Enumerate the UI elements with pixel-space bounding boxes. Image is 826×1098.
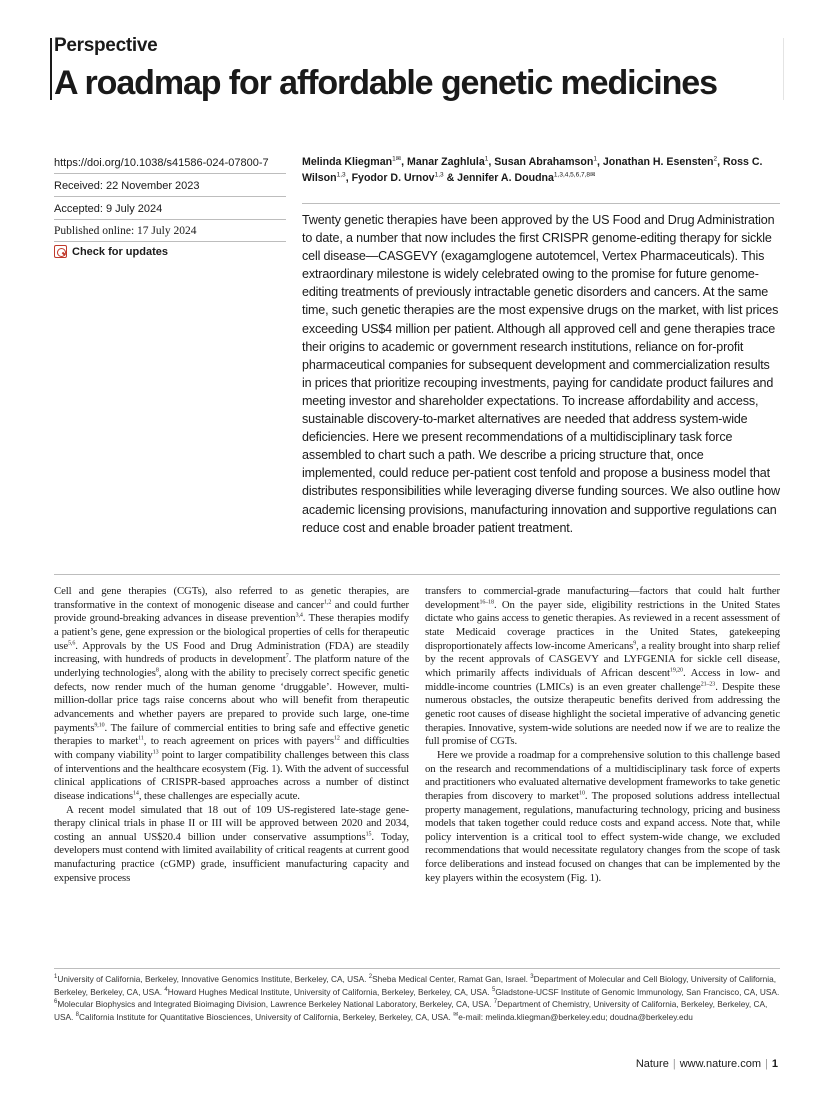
author-affiliation-marker: 1	[484, 155, 489, 163]
body-column-left	[54, 585, 409, 885]
author-name: Jonathan H. Esensten	[602, 156, 714, 168]
footnote-divider	[54, 968, 780, 969]
abstract: Twenty genetic therapies have been approved by the US Food and Drug Administration to date, a number that now includes the first CRISPR genome-editing therapy for sickle cell disease—CASGEVY (exagamglogene autotemcel, Vertex Pharmaceuticals). This extraordinary milestone is widely celebrated owing to the promise for future genome-editing treatments of previously intractable genetic disorders and cancers. At the same time, such genetic therapies are the most expensive drugs on the market, with list prices exceeding US$4 million per patient. Although all approved cell and gene therapies trace their origins to academic or government research institutions, reliance on for-profit pharmaceutical companies for subsequent development and commercialization results in prices that prioritize recouping investments, paying for candidate product failures and meeting investor and shareholder expectations. To increase affordability and access, sustainable discovery-to-market alternatives are needed that address system-wide deficiencies. Here we present recommendations of a multidisciplinary task force assembled to chart such a path. We describe a pricing structure that, once implemented, could reduce per-patient cost tenfold and propose a business model that distributes responsibilities while leveraging diverse funding sources. We also outline how academic licensing provisions, manufacturing innovation and supportive regulations can reduce cost and enable broader patient treatment.	[302, 213, 780, 535]
author-name: Susan Abrahamson	[494, 156, 594, 168]
author-list: Melinda Kliegman$^{1✉}$, Manar Zaghlula$^1$, Susan Abrahamson$^1$, Jonathan H. Esensten$^2$, Ross C. Wilson$^{1,3}$, Fyodor D. Urnov$^{1,3}$ & Jennifer A. Doudna$^{1,3,4,5,6,7,8✉}$	[302, 155, 763, 184]
citation-superscript: 12	[333, 735, 340, 742]
body-paragraph: Cell and gene therapies (CGTs), also referred to as genetic therapies, are transformative in the context of monogenic disease and cancer$^{1,2}$ and could further provide ground-breaking advances in disease prevention$^{3,4}$. These therapies modify a patient’s gene, gene expression or the biological properties of cells for therapeutic use$^{5,6}$. Approvals by the US Food and Drug Administration (FDA) are steadily increasing, with hundreds of products in development$^7$. The platform nature of the underlying technologies$^8$, along with the ability to precisely correct specific genetic defects, now render much of the human genome ‘druggable’. However, multi-million-dollar price tags raise concerns about who will benefit from therapeutic advancements and whether payers are prepared to provide such large, one-time payments$^{9,10}$. The failure of commercial entities to bring safe and effective genetic therapies to market$^{11}$, to reach agreement on prices with payers$^{12}$ and difficulties with company viability$^{13}$ point to larger compatibility challenges between this class of interventions and the healthcare ecosystem (Fig. 1). With the advent of successful clinical applications of CRISPR-based approaches across a number of distinct disease indications$^{14}$, these challenges are especially acute.	[54, 585, 410, 802]
check-updates-icon	[54, 245, 67, 258]
citation-superscript: 19,20	[669, 667, 683, 674]
body-paragraph: A recent model simulated that 18 out of 109 US-registered late-stage gene-therapy clinical trials in phase II or III will be approved between 2020 and 2034, costing an annual US$20.4 billion under conservative assumptions$^{15}$. Today, developers must contend with limited availability of critical reagents at current good manufacturing practice (cGMP) grade, insufficient manufacturing capacity and expensive process	[54, 803, 409, 884]
author-affiliation-marker: 1	[593, 155, 597, 163]
body-column-right	[425, 585, 780, 885]
author-affiliation-marker: 1✉	[392, 155, 402, 163]
check-for-updates-button[interactable]	[54, 245, 168, 258]
author-name: Ross C. Wilson	[302, 156, 763, 184]
citation-superscript: 14	[133, 790, 139, 797]
citation-superscript: 1,2	[324, 599, 332, 606]
author-affiliation-marker: 1,3	[336, 171, 346, 179]
journal-url[interactable]: www.nature.com	[679, 1058, 762, 1070]
citation-superscript: 10	[579, 790, 585, 797]
header-divider	[783, 38, 784, 100]
affiliation-marker: 3	[530, 974, 534, 981]
meta-divider	[54, 219, 286, 220]
affiliation-marker: 4	[164, 986, 168, 993]
citation-superscript: 16–18	[479, 599, 494, 606]
affiliation-marker: ✉	[453, 1012, 459, 1019]
received-date: Received: 22 November 2023	[54, 180, 200, 192]
article-title: A roadmap for affordable genetic medicines	[54, 64, 717, 102]
doi-link[interactable]: https://doi.org/10.1038/s41586-024-07800-7	[54, 157, 269, 169]
citation-superscript: 5,6	[68, 640, 76, 647]
published-date: Published online: 17 July 2024	[54, 225, 197, 237]
meta-divider	[54, 196, 286, 197]
affiliation-marker: 5	[492, 986, 496, 993]
citation-superscript: 8	[155, 667, 159, 674]
author-name: Fyodor D. Urnov	[351, 172, 435, 184]
meta-divider	[54, 173, 286, 174]
citation-superscript: 13	[152, 749, 159, 756]
author-name: Manar Zaghlula	[407, 156, 485, 168]
section-label: Perspective	[54, 35, 158, 56]
citation-superscript: 11	[138, 735, 144, 742]
header-accent-rule	[50, 38, 52, 100]
page-footer: Nature | www.nature.com | 1	[635, 1058, 778, 1070]
citation-superscript: 9	[633, 640, 637, 647]
affiliation-marker: 7	[493, 999, 498, 1006]
body-divider	[54, 574, 780, 575]
meta-divider	[54, 241, 286, 242]
affiliation-marker: 1	[54, 974, 58, 981]
affiliations-footnote: $^1$University of California, Berkeley, Innovative Genomics Institute, Berkeley, CA, USA. $^2$Sheba Medical Center, Ramat Gan, Israel. $^3$Department of Molecular and Cell Biology, University of California, Berkeley, Berkeley, CA, USA. $^4$Howard Hughes Medical Institute, University of California, Berkeley, Berkeley, CA, USA. $^5$Gladstone-UCSF Institute of Genomic Immunology, San Francisco, CA, USA. $^6$Molecular Biophysics and Integrated Bioimaging Division, Lawrence Berkeley National Laboratory, Berkeley, CA, USA. $^7$Department of Chemistry, University of California, Berkeley, Berkeley, CA, USA. $^8$California Institute for Quantitative Biosciences, University of California, Berkeley, Berkeley, CA, USA. ✉e-mail: melinda.kliegman@berkeley.edu; doudna@berkeley.edu	[54, 974, 780, 1022]
journal-name: Nature	[635, 1058, 669, 1070]
citation-superscript: 21–23	[700, 681, 716, 688]
check-updates-label: Check for updates	[72, 245, 168, 258]
author-name: Melinda Kliegman	[302, 156, 393, 168]
citation-superscript: 3,4	[295, 612, 303, 619]
affiliation-marker: 8	[75, 1012, 80, 1019]
accepted-date: Accepted: 9 July 2024	[54, 203, 163, 215]
page-number: 1	[771, 1058, 778, 1070]
author-name: Jennifer A. Doudna	[457, 172, 554, 184]
author-affiliation-marker: 1,3	[434, 171, 444, 179]
affiliation-marker: 6	[54, 999, 58, 1006]
author-affiliation-marker: 1,3,4,5,6,7,8✉	[553, 171, 596, 179]
affiliation-marker: 2	[368, 974, 373, 981]
abstract-divider	[302, 203, 780, 204]
citation-superscript: 9,10	[94, 721, 105, 728]
body-paragraph: transfers to commercial-grade manufacturing—factors that could halt further development$^{16-18}$. On the payer side, eligibility restrictions in the United States dictate who gains access to genetic therapies. As reviewed in a recent assessment of state Medicaid coverage practices in the United States, gatekeeping disproportionately affects low-income Americans$^9$, a reality brought into sharp relief by the recent approvals of CASGEVY and LYFGENIA for sickle cell disease, which primarily affects individuals of African descent$^{19,20}$. Access in low- and middle-income countries (LMICs) is an even greater challenge$^{21-23}$. Despite these numerous obstacles, the outsize therapeutic benefits derived from addressing the genetic root causes of disease highlight the societal imperative of advancing genetic therapies. Innovative, system-wide solutions are needed now if we are to realize the full promise of CGTs.	[425, 585, 781, 748]
body-paragraph: Here we provide a roadmap for a comprehensive solution to this challenge based on the research and recommendations of a multidisciplinary task force of experts and practitioners who evaluated alternative development frameworks to take genetic therapies from discovery to market$^{10}$. The proposed solutions address intellectual property management, regulations, manufacturing technology, pricing and business models that taken together could reduce costs and expand access. Note that, while policy intervention is a critical tool to effect system-wide change, we excluded recommendations that would necessitate regulatory changes from the scope of task force deliberations and instead focused on changes that can be implemented by the key players within the ecosystem (Fig. 1).	[425, 748, 780, 884]
citation-superscript: 7	[285, 653, 289, 660]
citation-superscript: 15	[365, 831, 372, 838]
author-affiliation-marker: 2	[713, 155, 718, 163]
